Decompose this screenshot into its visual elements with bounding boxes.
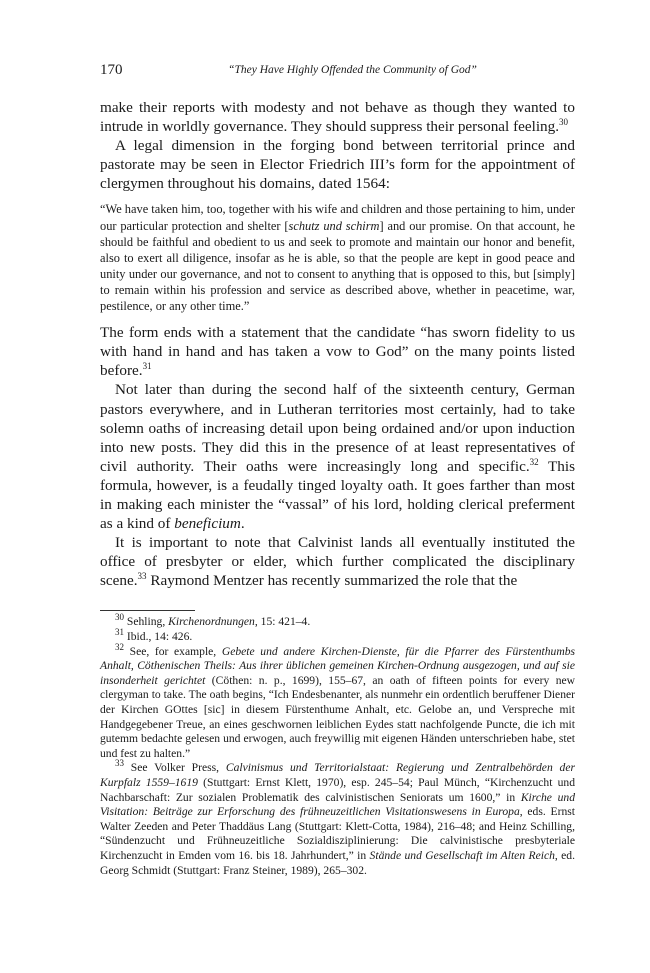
footnotes: [100, 612, 576, 878]
block-quote: [100, 201, 575, 314]
quote-text-b: ] and our promise. On that account, he should be faithful and obedient to us and seek to promote and maintain our honor and benefit, also to exert all diligence, insofar as he is able, so that the people are kept in good peace and unity under our governance, and not to consent to anything that is opposed to this, but [simply] to remain within his profession and service as described above, whether in peacetime, war, pestilence, or any other time.”: [100, 218, 575, 314]
footnote-italic: Gebete und andere Kirchen-Dienste, für die Pfarrer des Fürstenthumbs Anhalt, Cöthenischen Theils: Aus ihrer üblichen gemeinen Kirchen-Ordnung ausgezogen, und auf sie insonderheit gerichtet: [100, 644, 576, 687]
running-title: “They Have Highly Offended the Community of God”: [228, 64, 477, 76]
main-text: [100, 98, 575, 590]
paragraph-1-text: make their reports with modesty and not behave as though they wanted to intrude in worldly governance. They should suppress their personal feeling.: [100, 99, 575, 136]
page-number: 170: [100, 62, 123, 78]
footnote-text: See Volker Press,: [124, 761, 226, 775]
paragraph-4-text-c: .: [240, 515, 245, 533]
paragraph-4-text-a: Not later than during the second half of the sixteenth century, German pastors everywhere, and in Lutheran territories most certainly, had to take solemn oaths of increasing detail upon being ordained and/or upon induction into new posts. They did this in the presence of at least representatives of civil authority. Their oaths were increasingly long and specific.: [100, 381, 575, 475]
footnote-italic: Kirchenordnungen: [168, 615, 255, 629]
quote-text-a: “We have taken him, too, together with his wife and children and those pertaining to him, under our particular protection and shelter [: [100, 202, 575, 233]
paragraph-4-italic: beneficium: [174, 515, 241, 533]
footnote-32: [100, 641, 576, 762]
footnote-31: [100, 627, 575, 645]
paragraph-5-text: It is important to note that Calvinist lands all eventually instituted the office of presbyter or elder, which further complicated the disciplinary scene.: [100, 534, 575, 590]
paragraph-3-text: The form ends with a statement that the candidate “has sworn fidelity to us with hand in hand and has taken a vow to God” on the many points listed before.: [100, 324, 575, 380]
paragraph-5-text-b: Raymond Mentzer has recently summarized the role that the: [146, 572, 518, 590]
footnote-ref-30[interactable]: 30: [559, 117, 569, 128]
footnote-italic: Kirche und Visitation: Beiträge zur Erforschung des frühneuzeitlichen Visitationswesens in Europa: [100, 790, 575, 819]
footnote-33: [100, 758, 575, 878]
paragraph-2-text: A legal dimension in the forging bond between territorial prince and pastorate may be seen in Elector Friedrich III’s form for the appointment of clergymen throughout his domains, dated 1564:: [100, 137, 575, 193]
footnote-text: (Cöthen: n. p., 1699), 155–67, an oath of fifteen points for every new clergyman to take. The oath begins, “Ich Endesbenanter, als nunmehr ein ordentlich beruffener Diener der Kirchen GOttes [sic] in diesem Fürstenthume Anhalt, etc. Gelobe an, und Verspreche mit Handgegebener Treue, an eines geschwornen leiblichen Eydes statt nachfolgende Puncte, die ich mit gutemm bedachte gelesen und erwogen, auch freywillig mit eigenen Händen unterschrieben habe, stet und fest zu halten.”: [100, 673, 576, 760]
footnote-separator: [100, 610, 195, 611]
footnote-text: (Stuttgart: Ernst Klett, 1970), esp. 245–54; Paul Münch, “Kirchenzucht und Nachbarschaft: Zur sozialen Problematik des calvinistischen Seniorats um 1600,” in: [100, 775, 575, 804]
footnote-text: Ibid., 14: 426.: [124, 630, 193, 644]
footnote-italic: Calvinismus und Territorialstaat: Regierung und Zentralbehörden der Kurpfalz 1559–1619: [100, 761, 575, 789]
footnote-ref-31[interactable]: 31: [142, 361, 152, 372]
footnote-ref-33[interactable]: 33: [137, 571, 147, 582]
footnote-text: Sehling,: [124, 615, 169, 629]
paragraph-4-text-b: This formula, however, is a feudally tinged loyalty oath. It goes farther than most in making each minister the “vassal” of his lord, holding clerical preferment as a kind of: [100, 457, 575, 533]
paragraph-2: [100, 136, 575, 193]
footnote-number: 30: [115, 612, 124, 623]
footnote-text: , ed. Georg Schmidt (Stuttgart: Franz Steiner, 1989), 265–302.: [100, 848, 575, 877]
footnote-number: 31: [115, 627, 124, 638]
quote-italic-term: schutz und schirm: [288, 218, 380, 233]
footnote-italic: Stände und Gesellschaft im Alten Reich: [369, 848, 555, 862]
footnote-text: See, for example,: [124, 644, 222, 658]
footnote-ref-32[interactable]: 32: [529, 456, 539, 467]
paragraph-1: [100, 98, 575, 136]
footnote-30: [100, 612, 575, 630]
page-header: [100, 62, 575, 84]
footnote-text: , eds. Ernst Walter Zeeden and Peter Thaddäus Lang (Stuttgart: Klett-Cotta, 1984), 216–48; and Heinz Schilling, “Sündenzucht und Frühneuzeitliche Sozialdisziplinierung: Die calvinistische presbyteriale Kirchenzucht in Emden vom 16. bis 18. Jahrhundert,” in: [100, 805, 575, 862]
paragraph-3: [100, 323, 575, 380]
paragraph-4: [100, 380, 575, 533]
footnote-number: 33: [115, 758, 124, 769]
footnote-number: 32: [115, 641, 124, 652]
paragraph-5: [100, 533, 575, 590]
book-page: [100, 62, 575, 878]
footnote-text: , 15: 421–4.: [254, 615, 311, 629]
